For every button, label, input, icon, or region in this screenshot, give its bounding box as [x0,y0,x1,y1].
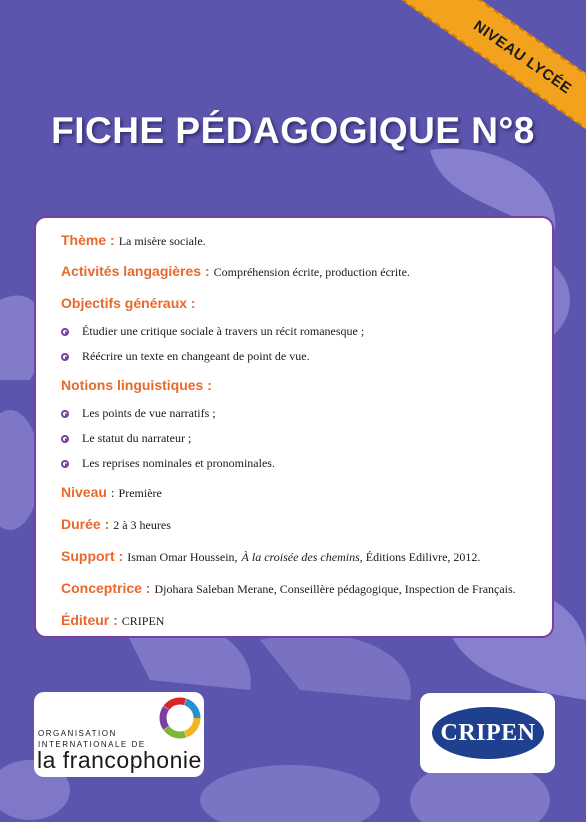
francophonie-org-line1: ORGANISATION [38,729,117,738]
cripen-text: CRIPEN [440,719,536,746]
duree-field [61,516,171,534]
theme-value: La misère sociale. [118,234,206,248]
list-item [61,344,364,369]
francophonie-org-line2: INTERNATIONALE DE [38,740,146,749]
support-publisher: , Éditions Edilivre, 2012. [359,550,481,564]
niveau-field [61,484,162,502]
editeur-field [61,612,164,630]
notion-text: Les points de vue narratifs ; [82,406,216,420]
francophonie-name: la francophonie [37,747,202,773]
cripen-logo [420,693,555,773]
francophonie-logo [34,692,204,777]
objectifs-label: Objectifs généraux : [61,295,196,311]
duree-value: 2 à 3 heures [113,518,171,532]
info-card [34,216,554,638]
conceptrice-field [61,580,516,598]
notions-list [61,401,275,476]
arrow-bullet-icon [61,328,69,336]
support-book-title: À la croisée des chemins [241,550,360,564]
notion-text: Le statut du narrateur ; [82,431,192,445]
support-field [61,548,480,566]
niveau-colon: : [110,485,115,500]
conceptrice-label: Conceptrice : [61,580,151,596]
objectifs-field [61,295,196,313]
arrow-bullet-icon [61,353,69,361]
page-title: FICHE PÉDAGOGIQUE N°8 [51,110,535,151]
activites-label: Activités langagières : [61,263,210,279]
support-author: Isman Omar Houssein, [127,550,238,564]
support-label: Support : [61,548,124,564]
arrow-bullet-icon [61,460,69,468]
niveau-value: Première [118,486,162,500]
arrow-bullet-icon [61,435,69,443]
editeur-label: Éditeur : [61,612,118,628]
theme-label: Thème : [61,232,115,248]
level-badge-text: NIVEAU LYCÉE [470,16,575,98]
activites-field [61,263,410,281]
list-item [61,451,275,476]
list-item [61,319,364,344]
arrow-bullet-icon [61,410,69,418]
objectif-text: Réécrire un texte en changeant de point de vue. [82,349,310,363]
notion-text: Les reprises nominales et pronominales. [82,456,275,470]
editeur-value: CRIPEN [121,614,165,628]
duree-label: Durée : [61,516,110,532]
conceptrice-value: Djohara Saleban Merane, Conseillère pédagogique, Inspection de Français. [154,582,516,596]
activites-value: Compréhension écrite, production écrite. [213,265,410,279]
notions-label: Notions linguistiques : [61,377,212,393]
list-item [61,401,275,426]
niveau-label: Niveau [61,484,107,500]
cripen-wordmark [432,707,544,759]
notions-field [61,377,212,395]
objectif-text: Étudier une critique sociale à travers un récit romanesque ; [82,324,365,338]
francophonie-ring-icon [156,694,204,742]
list-item [61,426,275,451]
theme-field [61,232,206,250]
objectifs-list [61,319,364,369]
